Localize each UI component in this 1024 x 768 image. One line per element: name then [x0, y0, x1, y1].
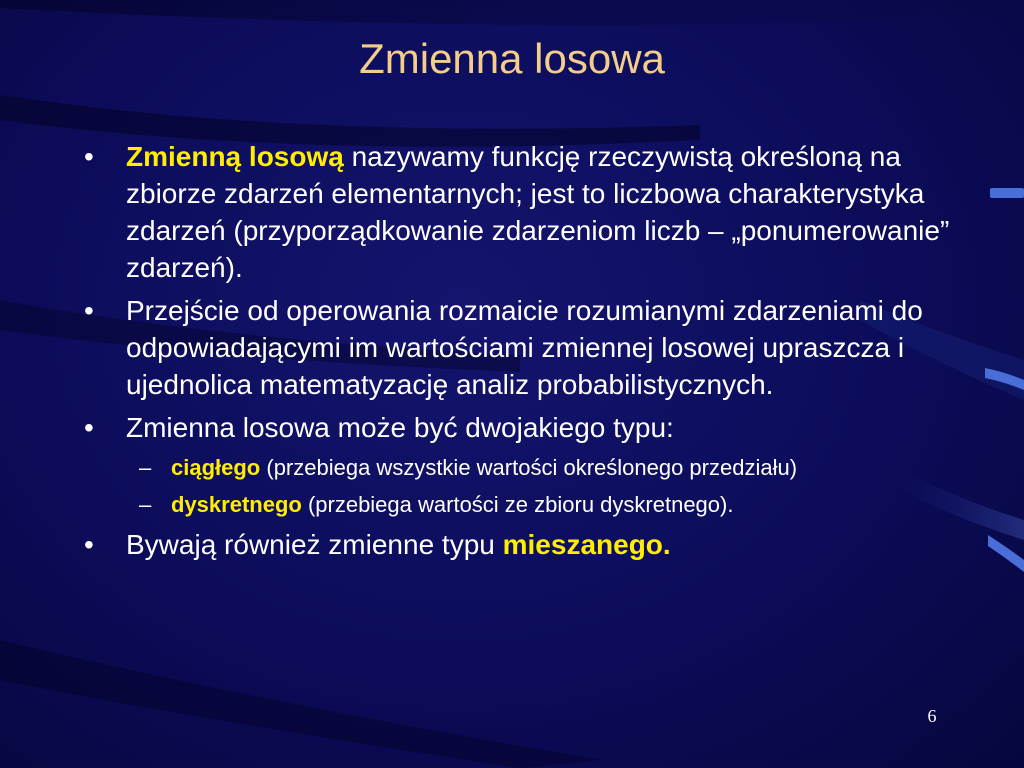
bullet-definition [84, 138, 964, 286]
bullet-text: Przejście od operowania rozmaicie rozumianymi zdarzeniami do odpowiadającymi im wartościami zmiennej losowej upraszcza i ujednolica matematyzację analiz probabilistycznych. [126, 295, 923, 400]
bullet-text: Zmienna losowa może być dwojakiego typu: [126, 412, 674, 443]
slide-content [84, 138, 964, 569]
bullet-transition [84, 292, 964, 403]
subbullet-continuous [84, 452, 964, 483]
subbullet-marker: – [139, 455, 152, 480]
subbullet-text: (przebiega wartości ze zbioru dyskretnego). [301, 492, 734, 517]
bullet-mixed [84, 526, 964, 563]
bullet-marker: • [84, 412, 94, 443]
highlight-term: Zmienną losową [126, 141, 344, 172]
page-number: 6 [927, 706, 937, 726]
bullet-marker: • [84, 529, 94, 560]
bullet-types [84, 409, 964, 446]
bullet-marker: • [84, 295, 94, 326]
bullet-end: . [662, 529, 671, 560]
highlight-term: mieszanego [502, 529, 663, 560]
bullet-marker: • [84, 141, 94, 172]
bullet-text: Bywają również zmienne typu [126, 529, 503, 560]
bullet-text: nazywamy funkcję rzeczywistą określoną na zbiorze zdarzeń elementarnych; jest to liczbowa charakterystyka zdarzeń (przyporządkowanie zdarzeniom liczb – „ponumerowanie” zdarzeń). [126, 141, 950, 283]
highlight-term: dyskretnego [171, 492, 302, 517]
subbullet-discrete [84, 489, 964, 520]
slide-title: Zmienna losowa [359, 35, 665, 82]
highlight-term: ciągłego [171, 455, 261, 480]
subbullet-text: (przebiega wszystkie wartości określonego przedziału) [260, 455, 798, 480]
subbullet-marker: – [139, 492, 152, 517]
